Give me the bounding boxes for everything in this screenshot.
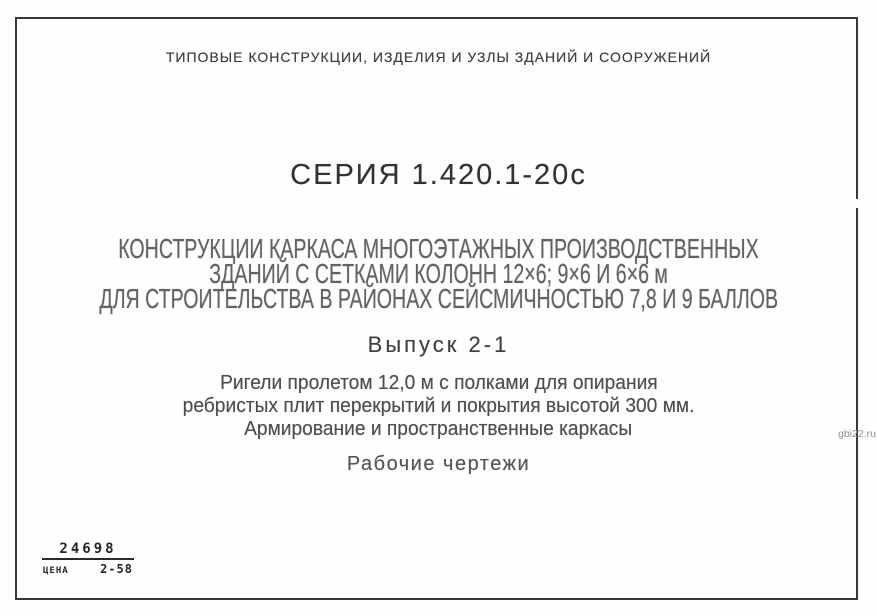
subtitle-line-1: Ригели пролетом 12,0 м с полками для опирания xyxy=(219,372,658,394)
subtitle-block xyxy=(0,372,877,441)
border-scan-gap xyxy=(854,199,860,208)
main-title-line-3: ДЛЯ СТРОИТЕЛЬСТВА В РАЙОНАХ СЕЙСМИЧНОСТЬЮ 7,8 И 9 БАЛЛОВ xyxy=(99,283,778,314)
subtitle-line-3: Армирование и пространственные каркасы xyxy=(244,418,633,440)
main-title xyxy=(0,233,877,314)
main-title-line-1: КОНСТРУКЦИИ КАРКАСА МНОГОЭТАЖНЫХ ПРОИЗВОДСТВЕННЫХ xyxy=(118,233,759,264)
subtitle-line-2: ребристых плит перекрытий и покрытия высотой 300 мм. xyxy=(182,395,695,417)
main-title-line-2: ЗДАНИЙ С СЕТКАМИ КОЛОНН 12×6; 9×6 И 6×6 м xyxy=(209,258,668,289)
price-value: 2-58 xyxy=(100,562,133,576)
document-type: Рабочие чертежи xyxy=(346,453,531,475)
price-stamp xyxy=(42,541,134,576)
order-number: 24698 xyxy=(42,541,134,560)
watermark: gbi22.ru xyxy=(838,428,876,440)
issue-number: Выпуск 2-1 xyxy=(367,332,510,357)
price-row xyxy=(42,560,134,576)
series-header: ТИПОВЫЕ КОНСТРУКЦИИ, ИЗДЕЛИЯ И УЗЛЫ ЗДАНИЙ И СООРУЖЕНИЙ xyxy=(165,49,712,65)
series-number-title: СЕРИЯ 1.420.1-20с xyxy=(290,159,587,191)
price-label: ЦЕНА xyxy=(43,566,69,576)
